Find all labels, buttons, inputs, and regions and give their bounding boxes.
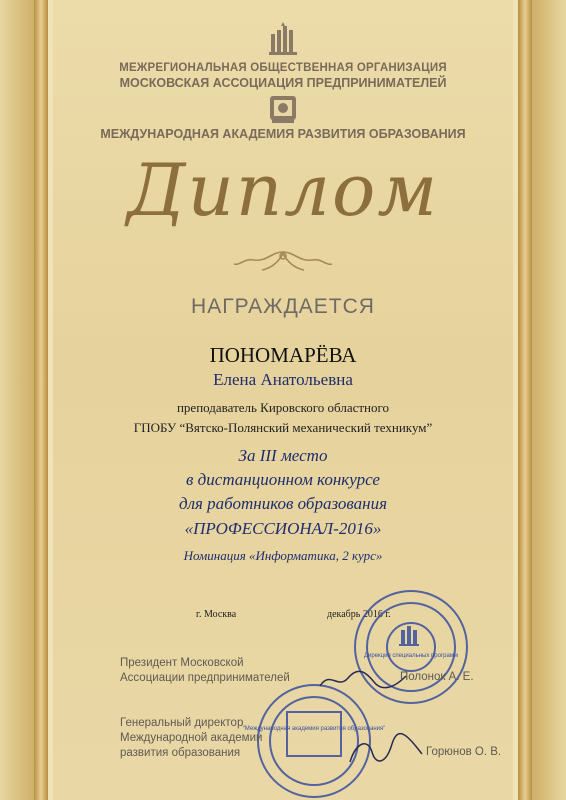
signatory-2-title-line1: Генеральный директор <box>120 717 244 729</box>
signatory-1-title-line1: Президент Московской <box>120 657 244 669</box>
signatory-1-name: Полонок А. Е. <box>400 671 474 683</box>
recipient-position-line2: ГПОБУ “Вятско-Полянский механический техникум” <box>133 420 433 435</box>
ornament-divider-icon <box>232 248 334 274</box>
signatory-1-title <box>120 656 290 686</box>
signature-2-icon <box>346 734 426 768</box>
association-logo-icon <box>268 22 298 56</box>
recipient-position-line1: преподаватель Кировского областного <box>176 400 390 415</box>
award-line-3: для работников образования <box>179 494 387 513</box>
awarded-label: НАГРАЖДАЕТСЯ <box>191 295 375 318</box>
date-label: декабрь 2016 г. <box>327 609 391 620</box>
stamp1-text: Дирекция специальных программ <box>363 653 459 659</box>
nomination: Номинация «Информатика, 2 курс» <box>183 548 383 563</box>
signature-1-icon <box>318 668 408 692</box>
award-line-4: «ПРОФЕССИОНАЛ-2016» <box>184 519 382 538</box>
org-line-2: МОСКОВСКАЯ АССОЦИАЦИЯ ПРЕДПРИНИМАТЕЛЕЙ <box>119 76 447 90</box>
recipient-name: Елена Анатольевна <box>213 370 353 389</box>
academy-logo-icon <box>268 92 298 124</box>
award-line-2: в дистанционном конкурсе <box>186 470 380 489</box>
org-line-3: МЕЖДУНАРОДНАЯ АКАДЕМИЯ РАЗВИТИЯ ОБРАЗОВАНИЯ <box>100 127 466 141</box>
signatory-2-title-line3: развития образования <box>120 747 241 759</box>
stamp2-text: “Международная академия развития образования” <box>242 726 386 732</box>
place-label: г. Москва <box>196 609 237 620</box>
signatory-2-name: Горюнов О. В. <box>426 746 502 758</box>
diploma-title: Диплом <box>126 148 440 232</box>
signatory-2-title <box>120 716 262 761</box>
signatory-1-title-line2: Ассоциации предпринимателей <box>120 672 290 684</box>
award-line-1: За III место <box>238 446 328 465</box>
signatory-2-title-line2: Международной академии <box>120 732 263 744</box>
recipient-surname: ПОНОМАРЁВА <box>209 343 357 367</box>
org-line-1: МЕЖРЕГИОНАЛЬНАЯ ОБЩЕСТВЕННАЯ ОРГАНИЗАЦИЯ <box>119 62 447 74</box>
